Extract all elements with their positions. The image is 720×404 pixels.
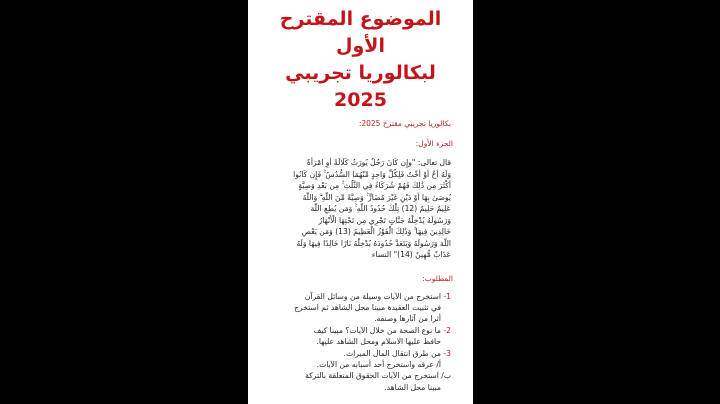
- required-label: المطلوب:: [422, 273, 453, 283]
- question-line: [258, 291, 451, 302]
- part-label: الجزء الأول:: [415, 139, 453, 148]
- verse-line: وَلَهُ أَخٌ أَوْ أُخْتٌ فَلِكُلِّ وَاحِدٍ مِّنْهُمَا السُّدُسُ ۚ فَإِن كَانُوا: [293, 169, 451, 179]
- verse-line: قال تعالى: "وإِن كَانَ رَجُلٌ يُورَثُ كَلَالَةً أَوِ امْرَأَةٌ: [306, 158, 451, 167]
- question-number: 1-: [443, 291, 451, 301]
- verse-line: عَذَابٌ مُّهِينٌ (14)" النساء: [371, 250, 451, 259]
- question-line: في تثبيت العقيدة مبينا محل الشاهد ثم استخرج: [294, 302, 441, 312]
- title-line-2: لبكالوريا تجريبي 2025: [285, 62, 436, 111]
- question-number: 2-: [443, 325, 451, 335]
- question-text: ما نوع الصحة من خلال الآيات؟ مبينا كيف: [313, 325, 441, 335]
- question-3: [258, 348, 451, 394]
- quran-verse: [258, 157, 463, 261]
- verse-line: وَرَسُولَهُ يُدْخِلْهُ جَنَّاتٍ تَجْرِي مِن تَحْتِهَا الْأَنْهَارُ: [318, 215, 451, 225]
- document-page: [248, 0, 473, 404]
- question-line: حافظ عليها الاسلام ومحل الشاهد عليها.: [316, 337, 441, 347]
- questions-list: [258, 291, 463, 394]
- verse-line: خَالِدِينَ فِيهَا ۚ وَذَٰلِكَ الْفَوْزُ الْعَظِيمُ (13) وَمَن يَعْصِ: [301, 227, 451, 236]
- question-text: استخرج من الآيات وسيلة من وسائل القرآن: [304, 291, 441, 301]
- question-text: من طرق انتقال المال الميراث.: [343, 348, 441, 358]
- question-number: 3-: [443, 348, 451, 358]
- question-line: [258, 325, 451, 336]
- sub-question-a: أ/ عرفه واستخرج أحد أسبابه من الآيات.: [316, 359, 441, 369]
- verse-line: عَلِيمٌ حَلِيمٌ (12) تِلْكَ حُدُودُ اللَّهِ ۚ وَمَن يُطِعِ اللَّهَ: [310, 204, 451, 213]
- page-title: [258, 6, 463, 114]
- verse-line: يُوصَىٰ بِهَا أَوْ دَيْنٍ غَيْرَ مُضَارٍّ ۚ وَصِيَّةً مِّنَ اللَّهِ ۗ وَاللَّهُ: [302, 192, 451, 202]
- sub-question-b-line: مبينا محل الشاهد.: [384, 382, 441, 392]
- verse-line: أَكْثَرَ مِن ذَٰلِكَ فَهُمْ شُرَكَاءُ فِي الثُّلُثِ ۚ مِن بَعْدِ وَصِيَّةٍ: [298, 181, 451, 190]
- title-line-1: الموضوع المقترح الأول: [279, 8, 442, 57]
- sub-question-b: ب/ استخرج من الآيات الحقوق المتعلقة بالتركة: [305, 371, 451, 381]
- verse-line: اللَّهَ وَرَسُولَهُ وَيَتَعَدَّ حُدُودَهُ يُدْخِلْهُ نَارًا خَالِدًا فِيهَا وَلَهُ: [296, 238, 451, 248]
- question-line: [258, 348, 451, 359]
- subtitle: بكالوريا تجريبي مقترح 2025:: [358, 119, 451, 128]
- question-1: [258, 291, 451, 325]
- question-2: [258, 325, 451, 348]
- question-line: أثرا من آثارها وصنفه.: [374, 314, 441, 324]
